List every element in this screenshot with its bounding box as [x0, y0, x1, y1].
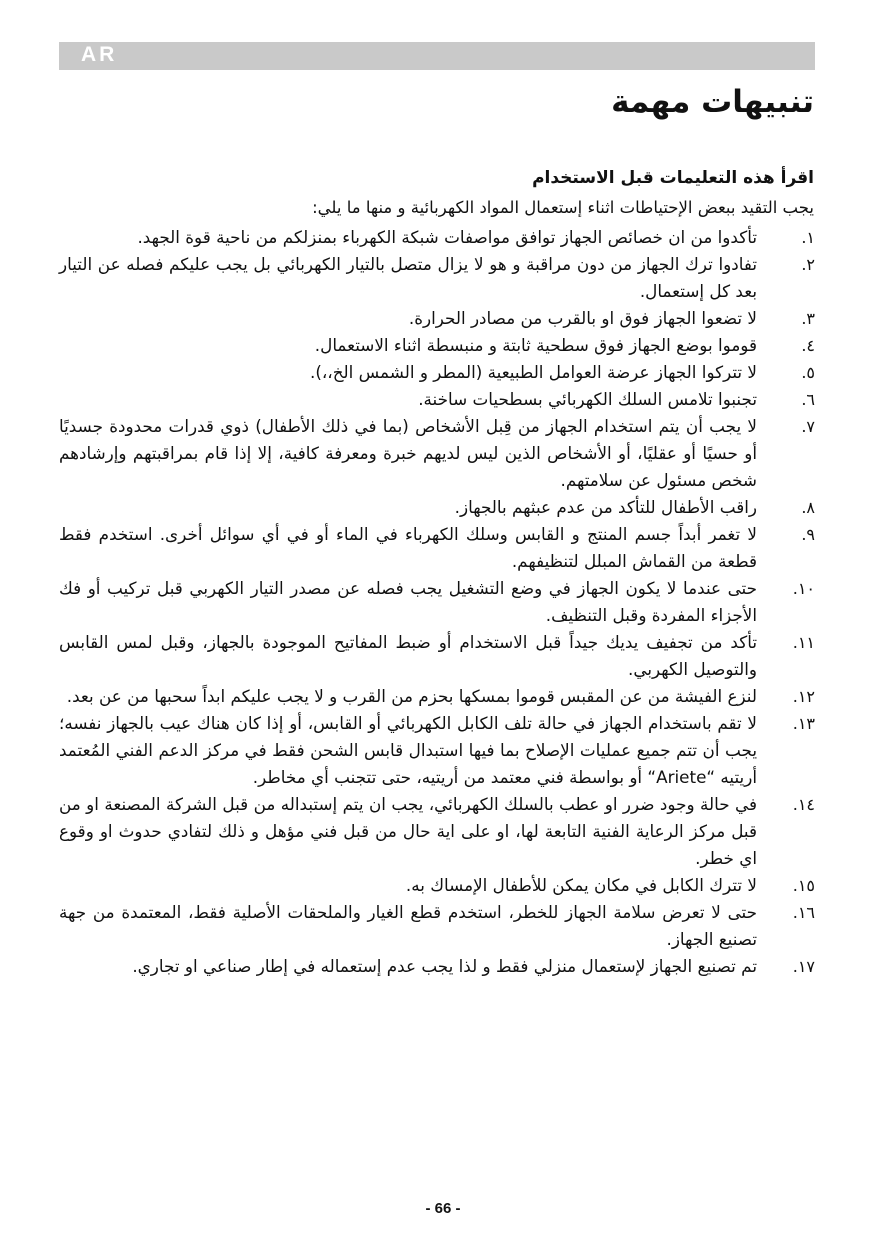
- item-text: قوموا بوضع الجهاز فوق سطحية ثابتة و منبسطة اثناء الاستعمال.: [314, 335, 757, 355]
- page-title: تنبيهات مهمة: [611, 84, 814, 120]
- item-text: لا تترك الكابل في مكان يمكن للأطفال الإمساك به.: [405, 875, 757, 895]
- list-item: [59, 953, 815, 980]
- list-item: [59, 224, 815, 251]
- list-item: [59, 575, 815, 629]
- section-heading: اقرأ هذه التعليمات قبل الاستخدام: [532, 168, 814, 188]
- item-number: ٤.: [801, 336, 815, 355]
- item-text: حتى لا تعرض سلامة الجهاز للخطر، استخدم قطع الغيار والملحقات الأصلية فقط، المعتمدة من جهة تصنيع الجهاز.: [59, 902, 757, 949]
- item-number: ١٠.: [792, 579, 815, 598]
- item-text: لا تقم باستخدام الجهاز في حالة تلف الكابل الكهربائي أو القابس، أو إذا كان هناك عيب بالجهاز نفسه؛ يجب أن تتم جميع عمليات الإصلاح بما فيها استبدال قابس الشحن فقط في مركز الدعم الفني المُعتمد أريتيه “Ariete“ أو بواسطة فني معتمد من أريتيه، حتى تتجنب أي مخاطر.: [59, 713, 757, 787]
- item-number: ١٦.: [792, 903, 815, 922]
- intro-paragraph: يجب التقيد ببعض الإحتياطات اثناء إستعمال المواد الكهربائية و منها ما يلي:: [312, 198, 814, 217]
- list-item: [59, 629, 815, 683]
- item-text: لا تتركوا الجهاز عرضة العوامل الطبيعية (المطر و الشمس الخ،،).: [309, 362, 757, 382]
- item-text: راقب الأطفال للتأكد من عدم عبثهم بالجهاز.: [454, 497, 757, 517]
- item-text: لا يجب أن يتم استخدام الجهاز من قِبل الأشخاص (بما في ذلك الأطفال) ذوي قدرات محدودة جسديًا أو حسيًا أو عقليًا، أو الأشخاص الذين ليس لديهم خبرة ومعرفة كافية، إلا إذا قام بمراقبتهم وإرشادهم شخص مسئول عن سلامتهم.: [59, 416, 757, 490]
- item-number: ٦.: [801, 390, 815, 409]
- item-text: حتى عندما لا يكون الجهاز في وضع التشغيل يجب فصله عن مصدر التيار الكهربي قبل تركيب أو فك الأجزاء المفردة وقبل التنظيف.: [59, 578, 757, 625]
- item-number: ٧.: [801, 417, 815, 436]
- page-number: - 66 -: [425, 1200, 461, 1217]
- list-item: [59, 494, 815, 521]
- item-number: ١٣.: [792, 714, 815, 733]
- item-number: ٨.: [801, 498, 815, 517]
- item-text: تفادوا ترك الجهاز من دون مراقبة و هو لا يزال متصل بالتيار الكهربائي بل يجب عليكم فصله عن التيار بعد كل إستعمال.: [59, 254, 757, 301]
- list-item: [59, 791, 815, 872]
- list-item: [59, 872, 815, 899]
- list-item: [59, 305, 815, 332]
- language-bar: [59, 42, 815, 70]
- item-number: ١٧.: [792, 957, 815, 976]
- list-item: [59, 899, 815, 953]
- list-item: [59, 359, 815, 386]
- list-item: [59, 413, 815, 494]
- item-text: لا تغمر أبداً جسم المنتج و القابس وسلك الكهرباء في الماء أو في أي سوائل أخرى. استخدم فقط قطعة من القماش المبلل لتنظيفهم.: [59, 524, 757, 571]
- item-number: ١.: [801, 228, 815, 247]
- item-text: تم تصنيع الجهاز لإستعمال منزلي فقط و لذا يجب عدم إستعماله في إطار صناعي او تجاري.: [132, 956, 757, 976]
- item-number: ١١.: [792, 633, 815, 652]
- item-text: لا تضعوا الجهاز فوق او بالقرب من مصادر الحرارة.: [408, 308, 757, 328]
- item-number: ١٥.: [792, 876, 815, 895]
- item-text: تأكد من تجفيف يديك جيداً قبل الاستخدام أو ضبط المفاتيح الموجودة بالجهاز، وقبل لمس القابس والتوصيل الكهربي.: [59, 632, 757, 679]
- item-number: ٥.: [801, 363, 815, 382]
- list-item: [59, 521, 815, 575]
- instructions-list: [59, 224, 815, 980]
- list-item: [59, 332, 815, 359]
- item-number: ٢.: [801, 255, 815, 274]
- item-number: ١٤.: [792, 795, 815, 814]
- item-text: في حالة وجود ضرر او عطب بالسلك الكهربائي، يجب ان يتم إستبداله من قبل الشركة المصنعة او من قبل مركز الرعاية الفنية التابعة لها، او على اية حال من قبل فني مؤهل و ذلك لتفادي حدوث او وقوع اي خطر.: [59, 794, 757, 868]
- item-text: لنزع الفيشة من عن المقبس قوموا بمسكها بحزم من القرب و لا يجب عليكم ابداً سحبها من عن بعد.: [66, 686, 757, 706]
- item-number: ١٢.: [792, 687, 815, 706]
- list-item: [59, 683, 815, 710]
- list-item: [59, 251, 815, 305]
- item-text: تأكدوا من ان خصائص الجهاز توافق مواصفات شبكة الكهرباء بمنزلكم من ناحية قوة الجهد.: [137, 227, 757, 247]
- item-number: ٣.: [801, 309, 815, 328]
- language-code: AR: [81, 43, 118, 66]
- list-item: [59, 710, 815, 791]
- item-number: ٩.: [801, 525, 815, 544]
- list-item: [59, 386, 815, 413]
- item-text: تجنبوا تلامس السلك الكهربائي بسطحيات ساخنة.: [418, 389, 757, 409]
